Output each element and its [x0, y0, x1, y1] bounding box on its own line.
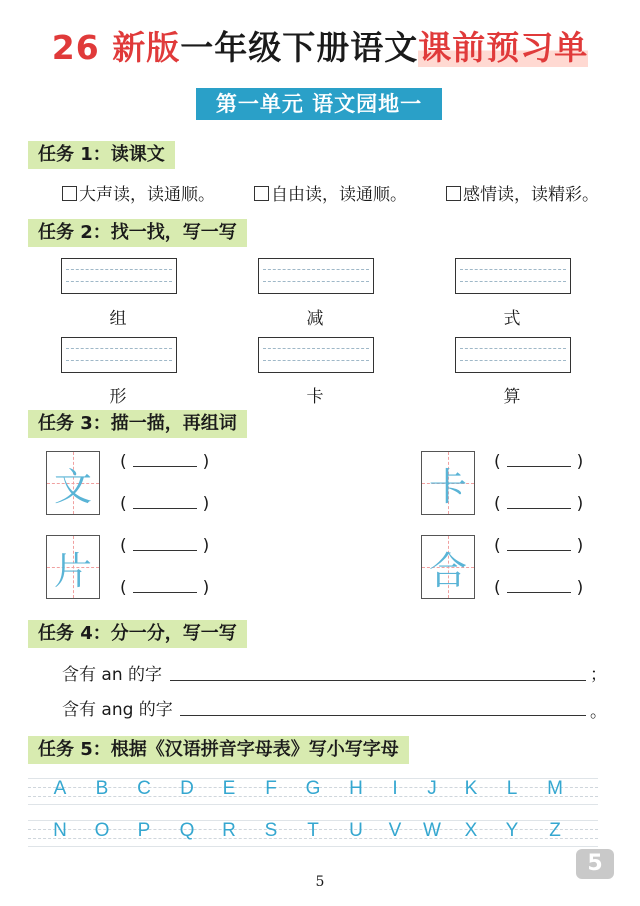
option-label: 感情读，读精彩。: [463, 185, 599, 205]
letter: B: [95, 778, 109, 799]
option-label: 大声读，读通顺。: [79, 185, 215, 205]
letter: P: [137, 820, 151, 841]
letter: M: [547, 778, 563, 799]
tian-grid[interactable]: [46, 535, 100, 599]
word-blank[interactable]: ( ): [494, 578, 584, 598]
period: 。: [590, 702, 607, 722]
title-highlight: 课前预习单: [418, 28, 589, 67]
tian-grid[interactable]: [421, 535, 475, 599]
letter: U: [349, 820, 363, 841]
target-char: 减: [306, 309, 324, 329]
target-char: 组: [109, 309, 127, 329]
task3-header: 任务 3：描一描，再组词: [28, 410, 247, 438]
writing-box[interactable]: [455, 258, 571, 294]
target-char: 卡: [306, 387, 324, 407]
letter: E: [222, 778, 236, 799]
writing-box[interactable]: [61, 258, 177, 294]
checkbox-icon[interactable]: [446, 186, 461, 201]
letter: O: [94, 820, 110, 841]
task2-header: 任务 2：找一找，写一写: [28, 219, 247, 247]
letter: S: [264, 820, 278, 841]
letter: D: [180, 778, 194, 799]
page-title: [0, 22, 640, 69]
letter: R: [222, 820, 236, 841]
letter: I: [392, 778, 398, 799]
task1-option-1[interactable]: [62, 180, 215, 205]
task4-header: 任务 4：分一分，写一写: [28, 620, 247, 648]
word-blank[interactable]: ( ): [120, 578, 210, 598]
alphabet-row-2: [28, 820, 598, 846]
letter: T: [307, 820, 319, 841]
an-label: 含有 an 的字: [62, 665, 162, 685]
letter: Y: [505, 820, 519, 841]
checkbox-icon[interactable]: [62, 186, 77, 201]
alphabet-row-1: [28, 778, 598, 804]
target-char: 形: [109, 387, 127, 407]
letter: H: [349, 778, 363, 799]
task5-header: 任务 5：根据《汉语拼音字母表》写小写字母: [28, 736, 409, 764]
unit-banner: 第一单元 语文园地一: [196, 88, 442, 120]
writing-box[interactable]: [258, 337, 374, 373]
tian-grid[interactable]: [46, 451, 100, 515]
task1-option-3[interactable]: [446, 180, 599, 205]
trace-char: 合: [428, 548, 467, 593]
word-blank[interactable]: ( ): [120, 494, 210, 514]
page-badge: 5: [576, 849, 614, 879]
option-label: 自由读，读通顺。: [271, 185, 407, 205]
an-answer-line[interactable]: [170, 680, 586, 681]
trace-char: 卡: [428, 464, 467, 509]
letter: J: [427, 778, 437, 799]
semicolon: ；: [590, 665, 607, 685]
word-blank[interactable]: ( ): [494, 536, 584, 556]
letter: Q: [179, 820, 195, 841]
ang-answer-line[interactable]: [180, 715, 586, 716]
ang-label: 含有 ang 的字: [62, 700, 173, 720]
trace-char: 片: [53, 548, 92, 593]
word-blank[interactable]: ( ): [494, 494, 584, 514]
letter: N: [53, 820, 67, 841]
word-blank[interactable]: ( ): [494, 452, 584, 472]
letter: Z: [549, 820, 561, 841]
letter: K: [464, 778, 478, 799]
letter: X: [464, 820, 478, 841]
writing-box[interactable]: [258, 258, 374, 294]
target-char: 算: [503, 387, 521, 407]
letter: V: [388, 820, 402, 841]
word-blank[interactable]: ( ): [120, 452, 210, 472]
letter: L: [506, 778, 518, 799]
letter: F: [265, 778, 277, 799]
title-grade: 一年级下册语文: [180, 28, 419, 67]
writing-box[interactable]: [61, 337, 177, 373]
page-number: 5: [315, 874, 325, 890]
trace-char: 文: [53, 464, 92, 509]
writing-box[interactable]: [455, 337, 571, 373]
task1-option-2[interactable]: [254, 180, 407, 205]
target-char: 式: [503, 309, 521, 329]
title-edition: 26 新版: [51, 28, 181, 67]
letter: C: [137, 778, 151, 799]
word-blank[interactable]: ( ): [120, 536, 210, 556]
letter: A: [53, 778, 67, 799]
letter: W: [423, 820, 441, 841]
checkbox-icon[interactable]: [254, 186, 269, 201]
task1-header: 任务 1：读课文: [28, 141, 175, 169]
tian-grid[interactable]: [421, 451, 475, 515]
letter: G: [305, 778, 321, 799]
